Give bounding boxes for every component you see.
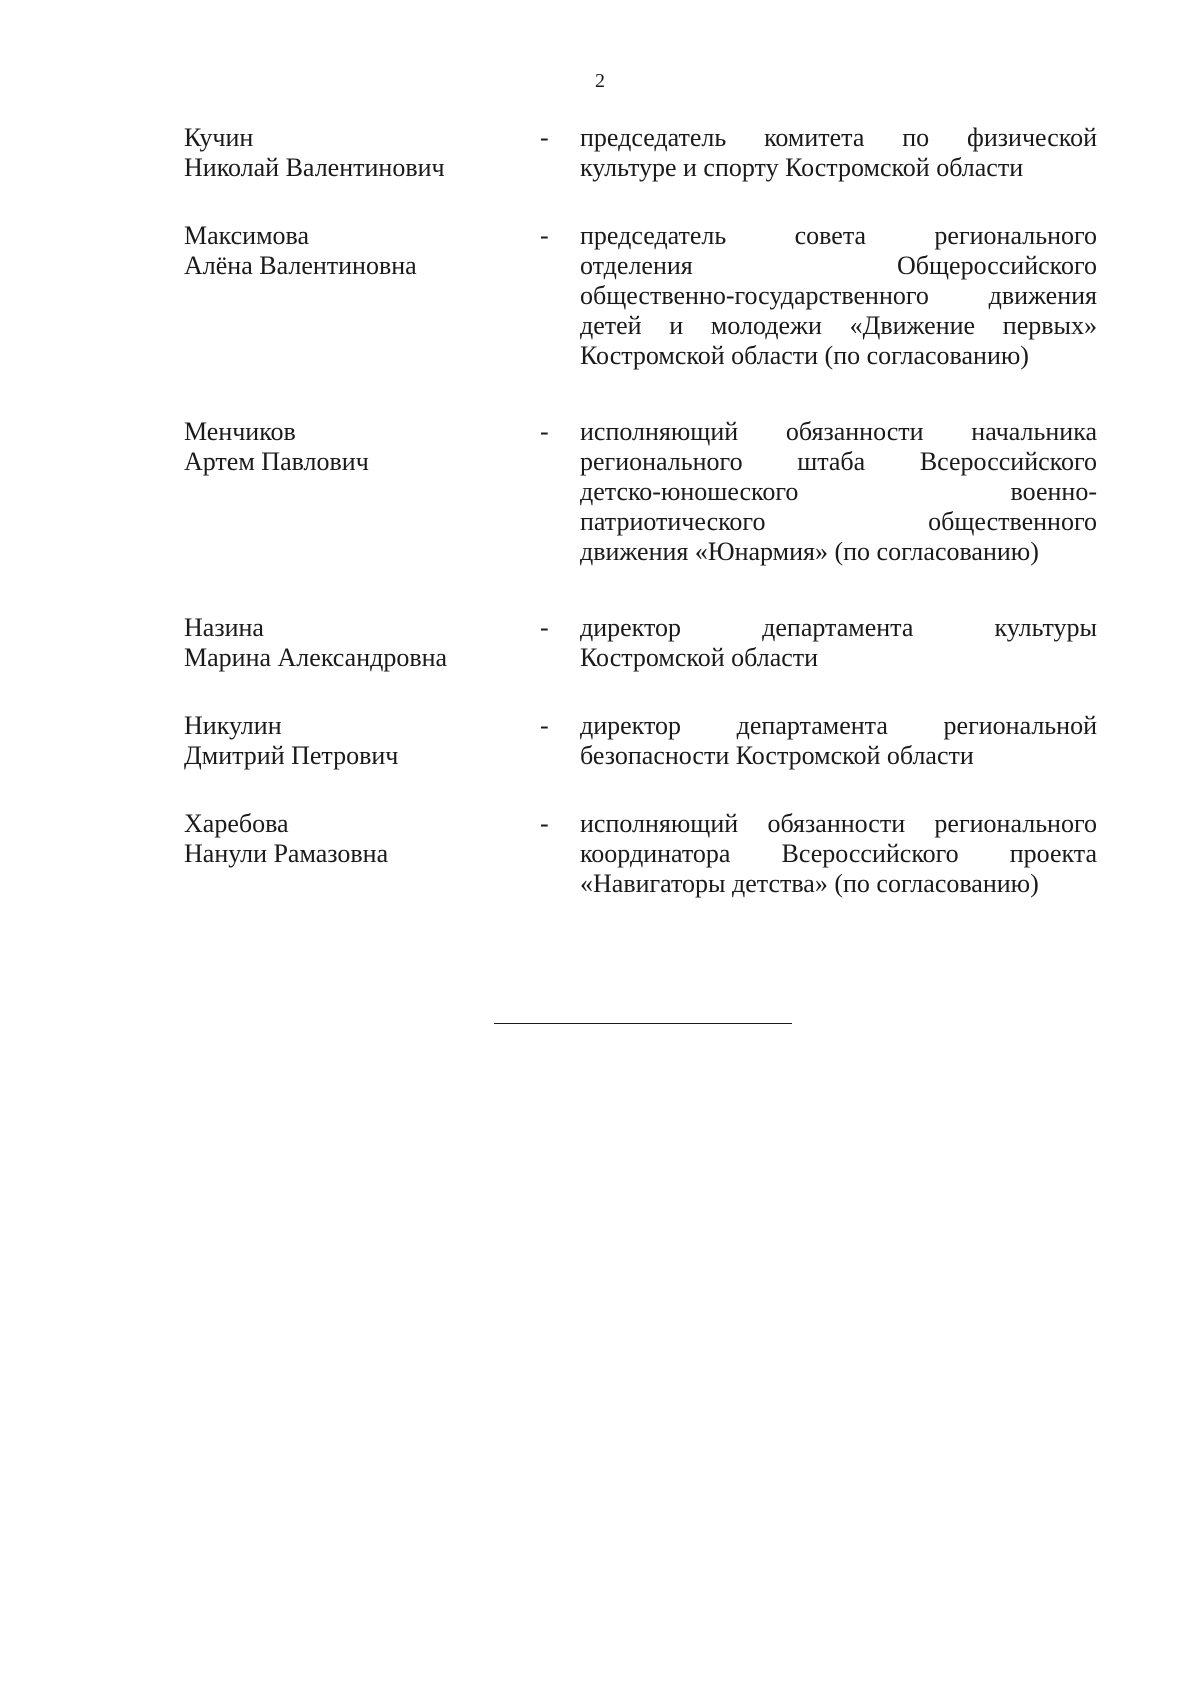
member-name	[184, 417, 524, 477]
role-line: движения «Юнармия» (по согласованию)	[580, 537, 1039, 566]
member-surname: Максимова	[184, 221, 310, 250]
separator-dash: -	[540, 613, 549, 642]
role-line: исполняющий обязанности регионального	[580, 809, 1097, 838]
member-surname: Кучин	[184, 123, 254, 152]
member-name	[184, 123, 524, 183]
role-line: отделения Общероссийского	[580, 251, 1097, 280]
separator-dash: -	[540, 417, 549, 446]
member-surname: Харебова	[184, 809, 289, 838]
role-line: исполняющий обязанности начальника	[580, 417, 1097, 446]
member-given-names: Нанули Рамазовна	[184, 839, 389, 868]
role-line: координатора Всероссийского проекта	[580, 839, 1097, 868]
separator-dash: -	[540, 123, 549, 152]
page-number: 2	[595, 70, 605, 92]
member-given-names: Николай Валентинович	[184, 153, 445, 182]
role-line: Костромской области (по согласованию)	[580, 341, 1029, 370]
member-given-names: Дмитрий Петрович	[184, 741, 399, 770]
role-line: директор департамента региональной	[580, 711, 1097, 740]
role-line: культуре и спорту Костромской области	[580, 153, 1024, 182]
member-name	[184, 809, 524, 869]
member-given-names: Марина Александровна	[184, 643, 448, 672]
member-surname: Никулин	[184, 711, 282, 740]
member-role	[580, 221, 1097, 371]
role-line: председатель комитета по физической	[580, 123, 1097, 152]
member-role	[580, 613, 1097, 673]
separator-dash: -	[540, 711, 549, 740]
role-line: директор департамента культуры	[580, 613, 1097, 642]
member-given-names: Артем Павлович	[184, 447, 369, 476]
member-role	[580, 123, 1097, 183]
separator-dash: -	[540, 221, 549, 250]
role-line: общественно-государственного движения	[580, 281, 1097, 310]
separator-dash: -	[540, 809, 549, 838]
role-line: Костромской области	[580, 643, 819, 672]
member-role	[580, 417, 1097, 567]
role-line: безопасности Костромской области	[580, 741, 974, 770]
member-role	[580, 711, 1097, 771]
role-line: регионального штаба Всероссийского	[580, 447, 1097, 476]
role-line: патриотического общественного	[580, 507, 1097, 536]
role-line: детей и молодежи «Движение первых»	[580, 311, 1097, 340]
role-line: председатель совета регионального	[580, 221, 1097, 250]
role-line: детско-юношеского военно-	[580, 477, 1097, 506]
end-of-list-rule	[494, 1023, 792, 1024]
member-name	[184, 711, 524, 771]
member-surname: Менчиков	[184, 417, 296, 446]
member-role	[580, 809, 1097, 899]
member-name	[184, 221, 524, 281]
member-surname: Назина	[184, 613, 264, 642]
role-line: «Навигаторы детства» (по согласованию)	[580, 869, 1039, 898]
member-name	[184, 613, 524, 673]
member-given-names: Алёна Валентиновна	[184, 251, 417, 280]
